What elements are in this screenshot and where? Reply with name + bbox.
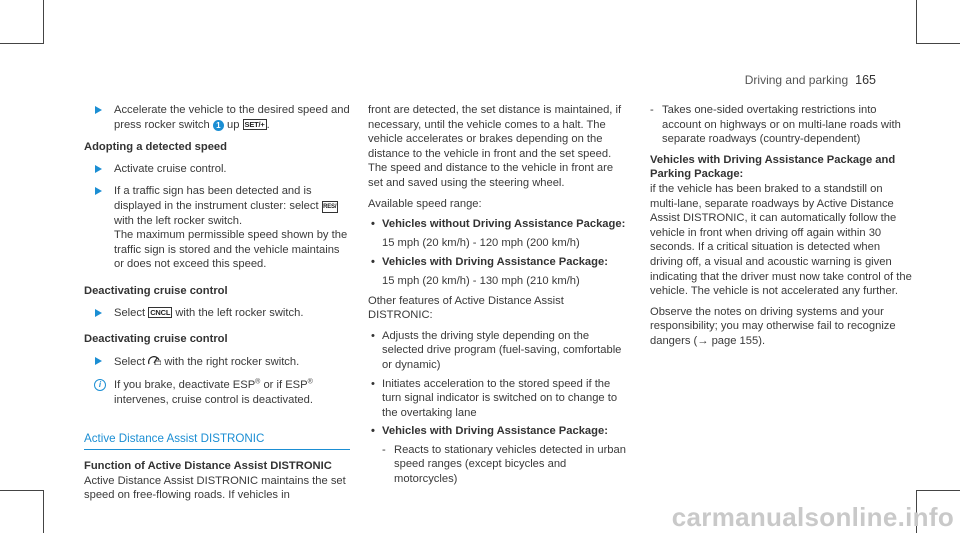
crop-mark [0,43,44,44]
info-note: i If you brake, deactivate ESP® or if ESP® intervenes, cruise control is deactivated. [84,378,350,407]
crop-mark [916,43,960,44]
speed-range-text: 15 mph (20 km/h) - 120 mph (200 km/h) [382,236,580,249]
list-item: • Initiates acceleration to the stored speed if the turn signal indicator is switched on to change to the overtaking lane [368,377,630,421]
dash-item: - Reacts to stationary vehicles detected in urban speed ranges (except bicycles and motorcycles) [368,443,630,487]
column-right [650,103,912,355]
list-item: • Adjusts the driving style depending on the selected drive program (fuel-saving, comfortable or dynamic) [368,329,630,373]
step-arrow-icon [95,309,102,317]
step-arrow-icon [95,106,102,114]
column-left [84,103,350,503]
instruction-step: Select CNCL with the left rocker switch. [84,306,350,321]
step-arrow-icon [95,187,102,195]
resume-sign-key-icon: RES/ [322,201,338,213]
bullet-heading: • Vehicles with Driving Assistance Package: [368,255,630,270]
heading-deactivating-cruise: Deactivating cruise control [84,284,228,297]
crop-mark [43,490,44,533]
instruction-step: If a traffic sign has been detected and is displayed in the instrument cluster: select RES/ with the left rocker switch. The maximum permissible speed shown by the traffic sign is stored and the vehicle maintains or does not exceed this speed. [84,184,350,272]
page-number: 165 [855,73,876,87]
cross-reference-arrow-icon: → [697,334,709,347]
crop-mark [916,0,917,44]
crop-mark [43,0,44,44]
subsection-heading: Function of Active Distance Assist DISTRONIC [84,460,332,473]
step-arrow-icon [95,165,102,173]
heading-package: Vehicles with Driving Assistance Package and Parking Package: [650,153,896,181]
paragraph: Other features of Active Distance Assist DISTRONIC: [368,294,564,322]
instruction-step: Select with the right rocker switch. [84,354,350,371]
column-middle [368,103,630,491]
paragraph: front are detected, the set distance is maintained, if necessary, until the vehicle comes to a halt. The vehicle accelerates or brakes depending on the distance to the vehicle in front and the set speed. The speed and distance to the vehicle in front are set and saved using the steering wheel. [368,104,622,189]
instruction-step: Accelerate the vehicle to the desired speed and press rocker switch 1 up SET/+ . [84,103,350,132]
set-plus-key-icon: SET/+ [244,119,265,129]
cruise-control-off-icon [148,354,161,371]
cancel-key-icon: CNCL [150,307,171,317]
crop-mark [916,490,960,491]
bullet-heading: • Vehicles with Driving Assistance Package: [368,424,630,439]
info-icon: i [94,379,106,391]
watermark: carmanualsonline.info [671,502,954,532]
function-text: Active Distance Assist DISTRONIC maintains the set speed on free-flowing roads. If vehicles in [84,474,346,502]
paragraph-observe: Observe the notes on driving systems and your responsibility; you may otherwise fail to recognize dangers (→ page 155). [650,305,896,347]
section-title: Active Distance Assist DISTRONIC [84,432,350,451]
page-header [745,73,876,88]
paragraph: Available speed range: [368,197,482,210]
heading-deactivating-cruise: Deactivating cruise control [84,333,228,346]
crop-mark [0,490,44,491]
dash-item: - Takes one-sided overtaking restrictions into account on highways or on multi-lane roads with separate roadways (country-dependent) [650,103,912,147]
step-arrow-icon [95,357,102,365]
instruction-step: Activate cruise control. [84,162,350,177]
heading-adopting-speed: Adopting a detected speed [84,141,227,154]
speed-range-text: 15 mph (20 km/h) - 130 mph (210 km/h) [382,274,580,287]
callout-number-badge: 1 [213,120,224,131]
bullet-heading: • Vehicles without Driving Assistance Package: [368,217,630,232]
paragraph: if the vehicle has been braked to a standstill on multi-lane, separate roadways by Active Distance Assist DISTRONIC, it can automatically follow the vehicle in front when driving off again within 30 seconds. If a critical situation is detected when driving off, a visual and acoustic warning is given indicating that the driver must now take control of the vehicle. The vehicle is not accelerated any further. [650,182,912,298]
header-section: Driving and parking [744,73,849,87]
page-reference-link[interactable]: page 155). [711,334,766,347]
